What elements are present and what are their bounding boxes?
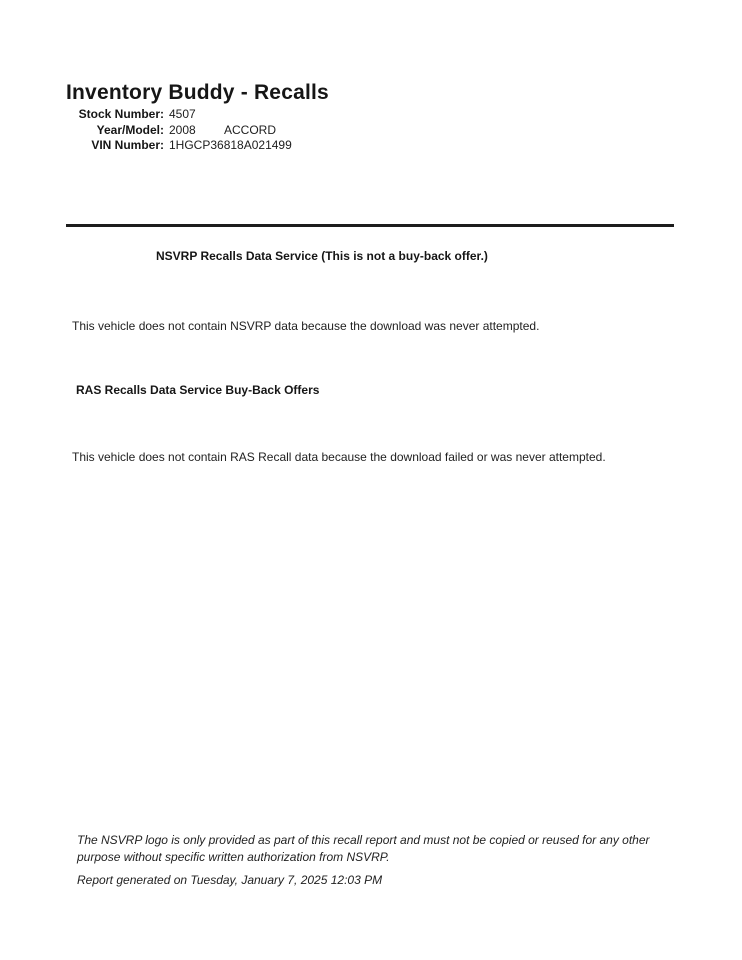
vin-number-value: 1HGCP36818A021499 <box>169 138 292 152</box>
report-generated-line: Report generated on Tuesday, January 7, 2025 12:03 PM <box>77 873 383 887</box>
model-value: ACCORD <box>224 122 277 137</box>
vin-number-label: VIN Number: <box>91 138 164 152</box>
info-row-stock-number <box>0 107 292 123</box>
info-row-year-model <box>0 123 292 139</box>
stock-number-label: Stock Number: <box>78 107 164 121</box>
info-row-vin-number <box>0 138 292 154</box>
footer-disclaimer: The NSVRP logo is only provided as part of this recall report and must not be copied or reused for any other purpose without specific written authorization from NSVRP. <box>77 833 650 864</box>
horizontal-rule <box>66 224 674 227</box>
year-value: 2008 <box>169 122 196 137</box>
stock-number-value: 4507 <box>169 107 196 121</box>
ras-section-body: This vehicle does not contain RAS Recall data because the download failed or was never attempted. <box>72 450 606 464</box>
page-title: Inventory Buddy - Recalls <box>66 81 329 104</box>
nsvrp-section-heading: NSVRP Recalls Data Service (This is not a buy-back offer.) <box>156 249 488 263</box>
nsvrp-section-body: This vehicle does not contain NSVRP data because the download was never attempted. <box>72 319 540 333</box>
vehicle-info <box>0 107 292 154</box>
ras-section-heading: RAS Recalls Data Service Buy-Back Offers <box>76 383 320 397</box>
year-model-label: Year/Model: <box>96 122 164 137</box>
